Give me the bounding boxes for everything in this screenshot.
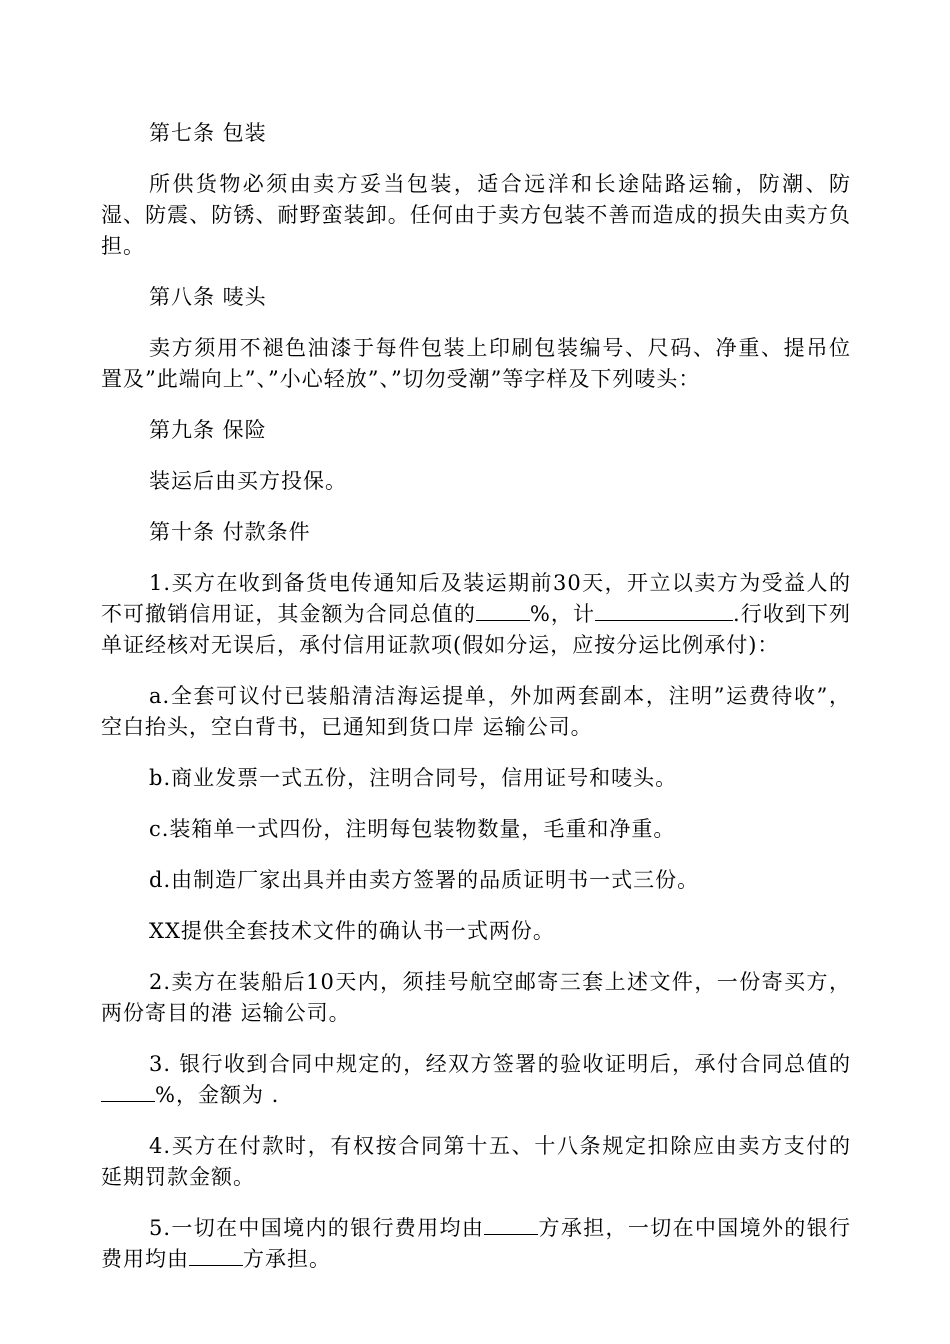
blank-percent	[476, 600, 530, 621]
heading-article-8: 第八条 唛头	[149, 285, 267, 309]
paragraph-item-b: b.商业发票一式五份，注明合同号，信用证号和唛头。	[149, 766, 678, 790]
payment-5-text-b: 方承担，一切在中国境外的银行费用均由	[101, 1216, 851, 1271]
payment-1-text-c: .行收到下列单证经核对无误后，承付信用证款项(假如分运，应按分运比例承付)：	[101, 602, 851, 657]
payment-3-text-b: %，金额为 .	[155, 1083, 280, 1107]
paragraph-payment-3	[101, 1049, 851, 1111]
payment-5-text-a: 5.一切在中国境内的银行费用均由	[149, 1216, 485, 1240]
paragraph-payment-5	[101, 1213, 851, 1275]
payment-1-text-a: 1.买方在收到备货电传通知后及装运期前30天，开立以卖方为受益人的不可撤销信用证，其金额为合同总值的	[101, 571, 851, 626]
payment-3-text-a: 3. 银行收到合同中规定的，经双方签署的验收证明后，承付合同总值的	[149, 1052, 851, 1076]
heading-article-10: 第十条 付款条件	[149, 520, 311, 544]
blank-percent-2	[101, 1081, 155, 1102]
paragraph-payment-2: 2.卖方在装船后10天内，须挂号航空邮寄三套上述文件，一份寄买方，两份寄目的港 运输公司。	[101, 970, 851, 1025]
heading-article-9: 第九条 保险	[149, 418, 267, 442]
payment-5-text-c: 方承担。	[243, 1247, 331, 1271]
paragraph-item-a: a.全套可议付已装船清洁海运提单，外加两套副本，注明”运费待收”，空白抬头，空白背书，已通知到货口岸 运输公司。	[101, 684, 851, 739]
paragraph-item-d: d.由制造厂家出具并由卖方签署的品质证明书一式三份。	[149, 868, 700, 892]
paragraph-item-c: c.装箱单一式四份，注明每包装物数量，毛重和净重。	[149, 817, 676, 841]
paragraph-marks: 卖方须用不褪色油漆于每件包装上印刷包装编号、尺码、净重、提吊位置及”此端向上”、”小心轻放”、”切勿受潮”等字样及下列唛头：	[101, 336, 851, 391]
blank-party-1	[484, 1214, 538, 1235]
paragraph-payment-1	[101, 568, 851, 661]
document-page	[101, 118, 851, 1275]
blank-party-2	[189, 1245, 243, 1266]
payment-1-text-b: %，计	[529, 602, 596, 626]
blank-amount	[595, 600, 733, 621]
paragraph-packaging: 所供货物必须由卖方妥当包装，适合远洋和长途陆路运输，防潮、防湿、防震、防锈、耐野蛮装卸。任何由于卖方包装不善而造成的损失由卖方负担。	[101, 172, 851, 258]
heading-article-7: 第七条 包装	[149, 121, 267, 145]
paragraph-insurance: 装运后由买方投保。	[149, 469, 347, 493]
paragraph-payment-4: 4.买方在付款时，有权按合同第十五、十八条规定扣除应由卖方支付的延期罚款金额。	[101, 1134, 851, 1189]
paragraph-item-xx: XX提供全套技术文件的确认书一式两份。	[149, 919, 555, 943]
